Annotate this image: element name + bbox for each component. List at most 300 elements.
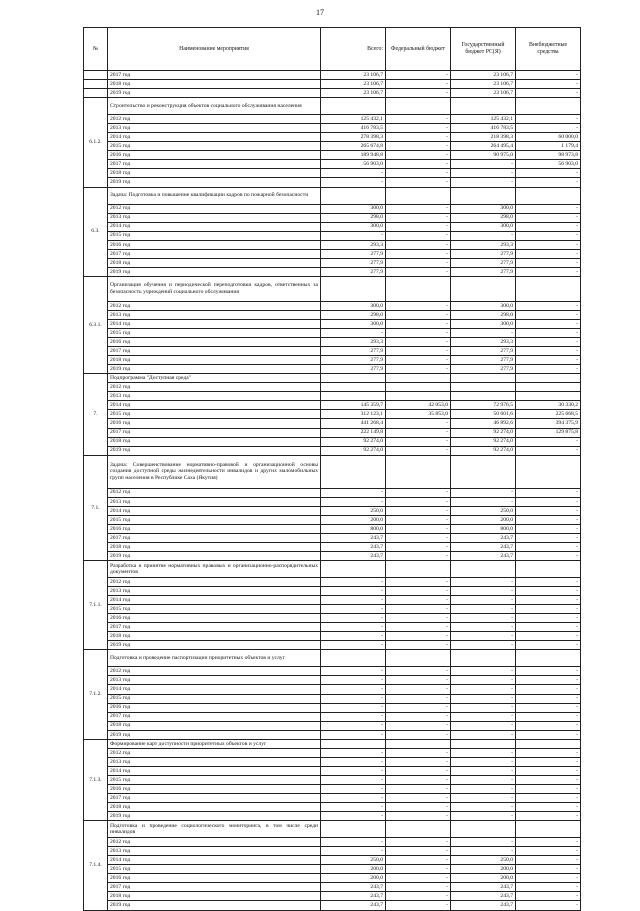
federal-value: - (386, 515, 451, 524)
state-value: - (451, 614, 516, 623)
year-row (84, 446, 581, 455)
year-row (84, 410, 581, 419)
total-value: - (321, 812, 386, 821)
year-row (84, 533, 581, 542)
federal-value: - (386, 437, 451, 446)
state-value: 243,7 (451, 892, 516, 901)
state-value (451, 383, 516, 392)
total-value: - (321, 721, 386, 730)
year-label: 2019 год (108, 551, 321, 560)
state-value: - (451, 812, 516, 821)
row-number: 6.3. (84, 187, 108, 276)
federal-value: - (386, 80, 451, 89)
federal-value: - (386, 428, 451, 437)
year-label: 2016 год (108, 784, 321, 793)
table-header-row (84, 28, 581, 71)
year-label: 2018 год (108, 632, 321, 641)
federal-value: - (386, 213, 451, 222)
year-row (84, 623, 581, 632)
federal-value: - (386, 694, 451, 703)
federal-value: - (386, 249, 451, 258)
year-row (84, 310, 581, 319)
extra-value: - (516, 757, 581, 766)
state-value: - (451, 730, 516, 739)
federal-value: - (386, 784, 451, 793)
year-row (84, 213, 581, 222)
year-row (84, 365, 581, 374)
state-value: - (451, 685, 516, 694)
federal-value: - (386, 506, 451, 515)
state-value: 293,3 (451, 338, 516, 347)
state-value: 277,9 (451, 249, 516, 258)
year-label: 2012 год (108, 301, 321, 310)
federal-value: - (386, 587, 451, 596)
year-row (84, 614, 581, 623)
empty-cell (451, 98, 516, 115)
total-value: - (321, 784, 386, 793)
year-label: 2015 год (108, 410, 321, 419)
total-value: - (321, 632, 386, 641)
extra-value: - (516, 240, 581, 249)
federal-value: - (386, 712, 451, 721)
year-row (84, 329, 581, 338)
extra-value: - (516, 301, 581, 310)
total-value: - (321, 178, 386, 187)
total-value: 800,0 (321, 524, 386, 533)
year-row (84, 542, 581, 551)
total-value: 243,7 (321, 533, 386, 542)
state-value: - (451, 694, 516, 703)
state-value: 92 274,0 (451, 446, 516, 455)
federal-value: - (386, 605, 451, 614)
extra-value: 129 875,8 (516, 428, 581, 437)
year-label: 2012 год (108, 748, 321, 757)
state-value: - (451, 775, 516, 784)
year-row (84, 437, 581, 446)
total-value: 298,0 (321, 213, 386, 222)
year-label: 2013 год (108, 213, 321, 222)
empty-cell (386, 561, 451, 578)
year-label: 2018 год (108, 721, 321, 730)
federal-value: - (386, 578, 451, 587)
year-label: 2019 год (108, 812, 321, 821)
total-value: 23 106,7 (321, 71, 386, 80)
extra-value: 30 330,2 (516, 401, 581, 410)
state-value: 243,7 (451, 533, 516, 542)
state-value: 23 106,7 (451, 80, 516, 89)
year-row (84, 766, 581, 775)
extra-value: - (516, 847, 581, 856)
total-value: 189 948,8 (321, 151, 386, 160)
year-label: 2013 год (108, 757, 321, 766)
year-label: 2015 год (108, 142, 321, 151)
section-title-row (84, 739, 581, 748)
federal-value: - (386, 703, 451, 712)
year-row (84, 115, 581, 124)
state-value: 72 976,5 (451, 401, 516, 410)
year-label: 2013 год (108, 124, 321, 133)
year-row (84, 160, 581, 169)
section-title: Подготовка и проведение социологического мониторинга, в том числе среди инвалидов (108, 821, 321, 838)
year-row (84, 865, 581, 874)
year-row (84, 488, 581, 497)
year-label: 2018 год (108, 356, 321, 365)
federal-value: - (386, 488, 451, 497)
empty-cell (516, 821, 581, 838)
state-value: 277,9 (451, 347, 516, 356)
year-label: 2018 год (108, 258, 321, 267)
section-title-row (84, 821, 581, 838)
state-value: 23 106,7 (451, 71, 516, 80)
header-name: Наименование мероприятия (108, 28, 321, 71)
extra-value: - (516, 694, 581, 703)
federal-value: - (386, 874, 451, 883)
extra-value: - (516, 596, 581, 605)
year-row (84, 258, 581, 267)
extra-value: - (516, 641, 581, 650)
empty-cell (516, 187, 581, 204)
year-row (84, 515, 581, 524)
year-label: 2015 год (108, 231, 321, 240)
year-row (84, 587, 581, 596)
state-value: - (451, 748, 516, 757)
year-row (84, 240, 581, 249)
extra-value: - (516, 578, 581, 587)
year-row (84, 428, 581, 437)
state-value: - (451, 838, 516, 847)
year-label: 2017 год (108, 794, 321, 803)
year-row (84, 178, 581, 187)
federal-value: - (386, 524, 451, 533)
federal-value: - (386, 160, 451, 169)
extra-value: - (516, 721, 581, 730)
year-label: 2018 год (108, 542, 321, 551)
row-number (84, 71, 108, 80)
year-label: 2012 год (108, 115, 321, 124)
year-label: 2014 год (108, 319, 321, 328)
state-value: - (451, 605, 516, 614)
extra-value: - (516, 213, 581, 222)
total-value: 265 674,8 (321, 142, 386, 151)
empty-cell (321, 276, 386, 301)
year-row (84, 319, 581, 328)
section-title-row (84, 374, 581, 383)
extra-value: - (516, 124, 581, 133)
federal-value: - (386, 901, 451, 910)
year-label: 2018 год (108, 80, 321, 89)
total-value: - (321, 757, 386, 766)
federal-value: - (386, 614, 451, 623)
extra-value: - (516, 249, 581, 258)
year-row (84, 605, 581, 614)
empty-cell (386, 374, 451, 383)
federal-value: - (386, 542, 451, 551)
total-value: - (321, 794, 386, 803)
year-row (84, 812, 581, 821)
state-value: 200,0 (451, 874, 516, 883)
state-value: 243,7 (451, 883, 516, 892)
extra-value: - (516, 231, 581, 240)
year-label: 2017 год (108, 623, 321, 632)
extra-value: - (516, 551, 581, 560)
total-value: 243,7 (321, 542, 386, 551)
total-value: 416 783,5 (321, 124, 386, 133)
extra-value: - (516, 115, 581, 124)
federal-value: - (386, 748, 451, 757)
year-row (84, 392, 581, 401)
federal-value: - (386, 142, 451, 151)
total-value: - (321, 578, 386, 587)
total-value: - (321, 685, 386, 694)
extra-value: - (516, 338, 581, 347)
year-row (84, 71, 581, 80)
total-value: 293,3 (321, 240, 386, 249)
empty-cell (451, 650, 516, 667)
state-value: - (451, 632, 516, 641)
total-value: 277,9 (321, 258, 386, 267)
state-value: - (451, 578, 516, 587)
state-value: 218 398,3 (451, 133, 516, 142)
year-row (84, 383, 581, 392)
year-label: 2013 год (108, 392, 321, 401)
year-label: 2017 год (108, 347, 321, 356)
extra-value: - (516, 685, 581, 694)
total-value: - (321, 169, 386, 178)
extra-value: - (516, 204, 581, 213)
header-total: Всего: (321, 28, 386, 71)
state-value: 92 274,0 (451, 437, 516, 446)
year-label: 2014 год (108, 856, 321, 865)
year-row (84, 578, 581, 587)
federal-value: - (386, 319, 451, 328)
state-value: - (451, 794, 516, 803)
total-value: - (321, 488, 386, 497)
year-label: 2017 год (108, 160, 321, 169)
empty-cell (386, 187, 451, 204)
year-label: 2019 год (108, 641, 321, 650)
federal-value: - (386, 623, 451, 632)
year-label: 2016 год (108, 338, 321, 347)
state-value: 264 495,4 (451, 142, 516, 151)
extra-value: 98 973,8 (516, 151, 581, 160)
empty-cell (451, 374, 516, 383)
year-label: 2014 год (108, 596, 321, 605)
year-label: 2015 год (108, 694, 321, 703)
year-label: 2012 год (108, 578, 321, 587)
total-value: 441 268,4 (321, 419, 386, 428)
empty-cell (451, 739, 516, 748)
total-value: 200,0 (321, 865, 386, 874)
total-value: - (321, 838, 386, 847)
extra-value: - (516, 901, 581, 910)
year-row (84, 794, 581, 803)
empty-cell (321, 455, 386, 488)
year-label: 2015 год (108, 775, 321, 784)
extra-value: - (516, 222, 581, 231)
extra-value: - (516, 533, 581, 542)
year-row (84, 748, 581, 757)
section-title: Разработка и принятие нормативных правовых и организационно-распорядительных документов (108, 561, 321, 578)
state-value: - (451, 497, 516, 506)
year-row (84, 694, 581, 703)
extra-value: - (516, 347, 581, 356)
year-label: 2014 год (108, 222, 321, 231)
year-label: 2014 год (108, 401, 321, 410)
year-label: 2012 год (108, 383, 321, 392)
total-value: - (321, 497, 386, 506)
year-label: 2018 год (108, 892, 321, 901)
empty-cell (516, 374, 581, 383)
section-title: Строительство и реконструкция объектов социального обслуживания населения (108, 98, 321, 115)
state-value (451, 392, 516, 401)
total-value: 277,9 (321, 267, 386, 276)
state-value: 92 274,0 (451, 428, 516, 437)
total-value: 250,0 (321, 856, 386, 865)
year-label: 2016 год (108, 419, 321, 428)
year-label: 2013 год (108, 676, 321, 685)
year-label: 2019 год (108, 365, 321, 374)
header-extra: Внебюджетные средства (516, 28, 581, 71)
federal-value: - (386, 497, 451, 506)
year-label: 2013 год (108, 847, 321, 856)
state-value: - (451, 641, 516, 650)
year-label: 2016 год (108, 524, 321, 533)
year-row (84, 712, 581, 721)
state-value: 277,9 (451, 356, 516, 365)
state-value: 300,0 (451, 222, 516, 231)
year-label: 2013 год (108, 497, 321, 506)
state-value: 200,0 (451, 865, 516, 874)
extra-value: - (516, 587, 581, 596)
year-row (84, 757, 581, 766)
federal-value: - (386, 865, 451, 874)
state-value: - (451, 667, 516, 676)
empty-cell (321, 187, 386, 204)
state-value: 250,0 (451, 856, 516, 865)
state-value: - (451, 721, 516, 730)
total-value: - (321, 712, 386, 721)
year-row (84, 847, 581, 856)
total-value: - (321, 231, 386, 240)
state-value: 298,0 (451, 213, 516, 222)
state-value: - (451, 623, 516, 632)
extra-value: - (516, 258, 581, 267)
extra-value: - (516, 515, 581, 524)
state-value: 250,0 (451, 506, 516, 515)
year-row (84, 667, 581, 676)
extra-value: 225 668,5 (516, 410, 581, 419)
extra-value (516, 383, 581, 392)
year-row (84, 784, 581, 793)
extra-value: - (516, 874, 581, 883)
row-number: 7.1.1. (84, 561, 108, 650)
section-title: Подготовка и проведение паспортизации приоритетных объектов и услуг (108, 650, 321, 667)
federal-value: - (386, 446, 451, 455)
federal-value: - (386, 310, 451, 319)
extra-value: - (516, 178, 581, 187)
federal-value: - (386, 338, 451, 347)
federal-value: - (386, 169, 451, 178)
header-federal: Федеральный бюджет (386, 28, 451, 71)
year-row (84, 204, 581, 213)
state-value: 300,0 (451, 204, 516, 213)
extra-value: - (516, 437, 581, 446)
section-title-row (84, 276, 581, 301)
total-value: - (321, 748, 386, 757)
state-value: 298,0 (451, 310, 516, 319)
extra-value: - (516, 838, 581, 847)
federal-value: - (386, 685, 451, 694)
total-value: - (321, 676, 386, 685)
year-row (84, 901, 581, 910)
empty-cell (321, 561, 386, 578)
federal-value: - (386, 838, 451, 847)
extra-value: - (516, 488, 581, 497)
year-row (84, 267, 581, 276)
federal-value: - (386, 347, 451, 356)
federal-value: - (386, 533, 451, 542)
section-title-row (84, 455, 581, 488)
empty-cell (321, 374, 386, 383)
year-row (84, 231, 581, 240)
state-value: - (451, 703, 516, 712)
empty-cell (451, 821, 516, 838)
section-title-row (84, 187, 581, 204)
year-row (84, 124, 581, 133)
total-value: 222 149,8 (321, 428, 386, 437)
total-value: - (321, 803, 386, 812)
year-label: 2015 год (108, 605, 321, 614)
year-label: 2019 год (108, 901, 321, 910)
federal-value: - (386, 721, 451, 730)
extra-value: - (516, 775, 581, 784)
year-label: 2019 год (108, 730, 321, 739)
total-value: - (321, 587, 386, 596)
year-label: 2015 год (108, 865, 321, 874)
year-label: 2012 год (108, 204, 321, 213)
extra-value: - (516, 365, 581, 374)
state-value: - (451, 488, 516, 497)
total-value: 300,0 (321, 301, 386, 310)
state-value: 300,0 (451, 301, 516, 310)
total-value: 300,0 (321, 204, 386, 213)
federal-value: - (386, 757, 451, 766)
year-row (84, 775, 581, 784)
year-row (84, 676, 581, 685)
total-value: 56 903,0 (321, 160, 386, 169)
total-value: - (321, 329, 386, 338)
year-row (84, 80, 581, 89)
federal-value: - (386, 240, 451, 249)
row-number (84, 89, 108, 98)
section-title: Организация обучения и периодической переподготовки кадров, ответственных за безопасность учреждений социального обслуживания (108, 276, 321, 301)
extra-value: - (516, 356, 581, 365)
year-label: 2017 год (108, 533, 321, 542)
year-row (84, 222, 581, 231)
empty-cell (321, 650, 386, 667)
year-row (84, 151, 581, 160)
total-value: - (321, 614, 386, 623)
federal-value: - (386, 301, 451, 310)
total-value: - (321, 605, 386, 614)
state-value: - (451, 160, 516, 169)
year-label: 2016 год (108, 703, 321, 712)
extra-value: 60 000,0 (516, 133, 581, 142)
year-label: 2017 год (108, 712, 321, 721)
state-value: - (451, 169, 516, 178)
federal-value: - (386, 222, 451, 231)
year-row (84, 721, 581, 730)
